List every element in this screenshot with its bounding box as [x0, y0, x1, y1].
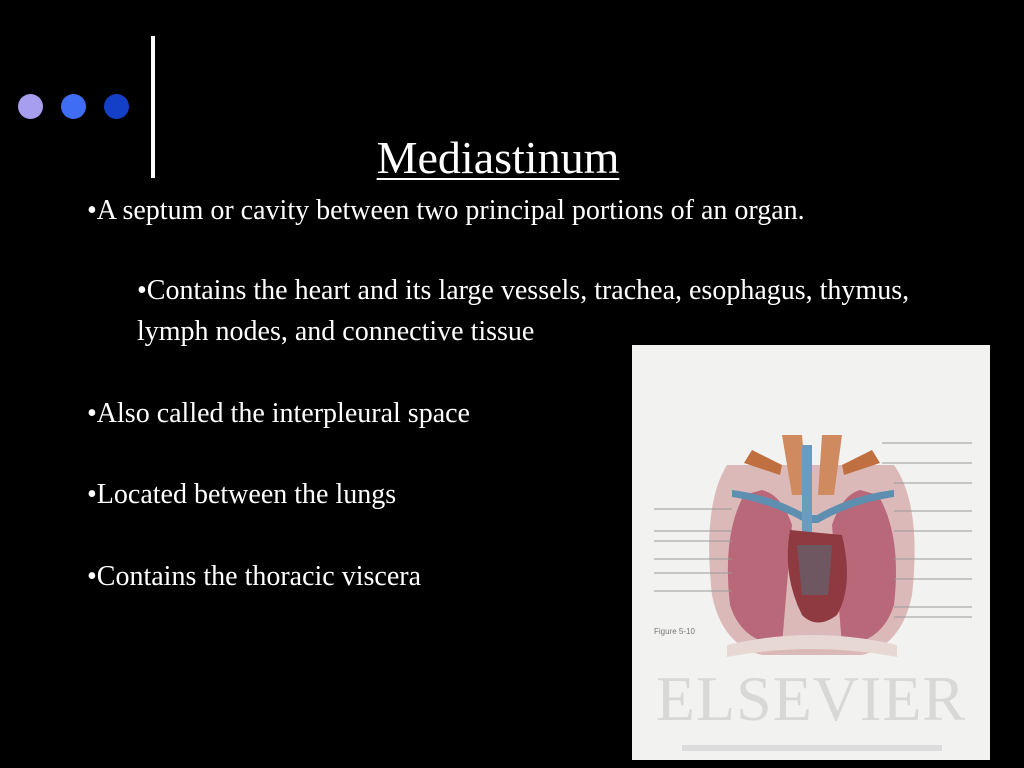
bullet-location: •Located between the lungs — [87, 479, 397, 510]
figure-label: Figure 5-10 — [654, 627, 695, 636]
bullet-contents: •Contains the heart and its large vessels, trachea, esophagus, thymus, lymph nodes, and connective tissue — [137, 275, 910, 347]
decor-dot-3 — [104, 94, 129, 119]
bullet-viscera: •Contains the thoracic viscera — [87, 561, 422, 592]
bullet-interpleural: •Also called the interpleural space — [87, 398, 470, 429]
publisher-watermark: ELSEVIER — [655, 663, 967, 734]
decor-dot-2 — [61, 94, 86, 119]
bullet-definition: •A septum or cavity between two principal portions of an organ. — [87, 195, 805, 226]
slide-title: Mediastinum — [376, 132, 620, 183]
decor-dot-1 — [18, 94, 43, 119]
anatomy-figure — [632, 345, 990, 760]
